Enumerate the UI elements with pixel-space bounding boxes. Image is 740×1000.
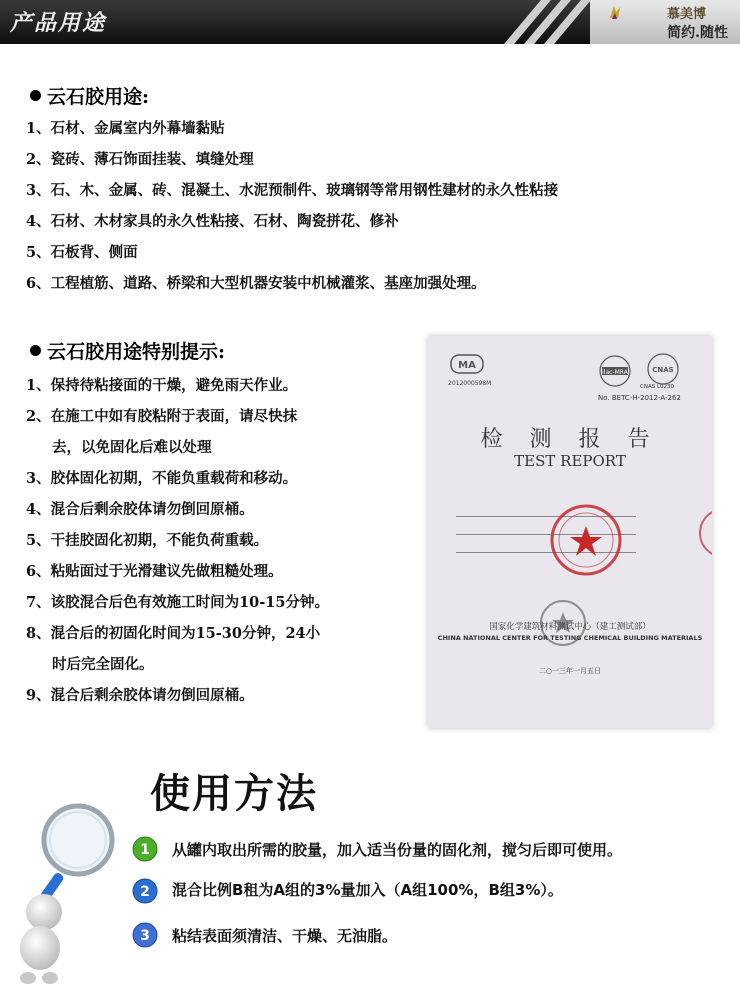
step-1-text: 从罐内取出所需的胶量，加入适当份量的固化剂，搅匀后即可使用。 <box>172 841 623 859</box>
report-title-cn: 检 测 报 告 <box>480 427 660 452</box>
step-2-text: 混合比例B租为A组的3%量加入（A组100%，B组3%）。 <box>172 881 563 899</box>
report-number: No. BETC-H-2012-A-262 <box>598 394 681 402</box>
list-item: 4、混合后剩余胶体请勿倒回原桶。 <box>26 501 254 518</box>
report-date: 二○一三年一月五日 <box>538 667 602 675</box>
list-item: 3、石、木、金属、砖、混凝土、水泥预制件、玻璃钢等常用钢性建材的永久性粘接 <box>26 182 559 199</box>
tips-list <box>26 370 329 711</box>
list-item: 1、石材、金属室内外幕墙黏贴 <box>26 120 225 137</box>
list-item: 7、该胶混合后色有效施工时间为10-15分钟。 <box>26 594 329 611</box>
uses-title: 云石胶用途: <box>30 82 149 109</box>
step-1-icon <box>132 836 158 862</box>
bullet-icon <box>30 345 41 356</box>
brand-box <box>590 0 740 44</box>
step-3-icon <box>132 922 158 948</box>
svg-text:MA: MA <box>458 360 476 371</box>
header-bar <box>0 0 740 44</box>
list-item: 3、胶体固化初期，不能负重载荷和移动。 <box>26 470 298 487</box>
uses-list <box>26 113 558 299</box>
test-report-photo <box>428 336 712 728</box>
ilac-mra-logo-icon <box>598 354 632 388</box>
step-1-number: 1 <box>140 842 150 858</box>
report-title-en: TEST REPORT <box>514 452 626 470</box>
magnifier-person-illustration <box>6 796 124 986</box>
cnas-code: CNAS L0230 <box>640 384 675 390</box>
partial-seal-stamp <box>696 506 712 560</box>
brand-name: 慕美博 <box>666 7 706 22</box>
svg-text:CNAS: CNAS <box>652 366 674 374</box>
brand-logo-icon <box>608 4 622 20</box>
list-item: 时后完全固化。 <box>52 656 154 673</box>
report-org-en: CHINA NATIONAL CENTER FOR TESTING CHEMICAL BUILDING MATERIALS <box>437 634 703 642</box>
bullet-icon <box>30 90 41 101</box>
tips-title: 云石胶用途特别提示: <box>30 337 225 364</box>
usage-title: 使用方法 <box>150 771 318 817</box>
list-item: 5、石板背、侧面 <box>26 244 138 261</box>
list-item: 6、粘贴面过于光滑建议先做粗糙处理。 <box>26 563 283 580</box>
list-item: 9、混合后剩余胶体请勿倒回原桶。 <box>26 687 254 704</box>
cma-code: 2012000598M <box>448 380 492 387</box>
header-title: 产品用途 <box>10 11 107 36</box>
list-item: 1、保持待粘接面的干燥，避免雨天作业。 <box>26 377 298 394</box>
list-item: 5、干挂胶固化初期，不能负荷重载。 <box>26 532 269 549</box>
step-2-icon <box>132 878 158 904</box>
list-item: 6、工程植筋、道路、桥梁和大型机器安装中机械灌浆、基座加强处理。 <box>26 275 486 292</box>
report-org-cn: 国家化学建筑材料测试中心（建工测试部） <box>489 622 651 632</box>
list-item: 去，以免固化后难以处理 <box>52 439 212 456</box>
list-item: 4、石材、木材家具的永久性粘接、石材、陶瓷拼花、修补 <box>26 213 399 230</box>
step-2-number: 2 <box>140 884 150 900</box>
red-seal-stamp <box>548 502 624 578</box>
svg-text:ilac-MRA: ilac-MRA <box>602 369 628 376</box>
brand-slogan: 简约.随性 <box>667 25 728 41</box>
list-item: 2、瓷砖、薄石饰面挂装、填缝处理 <box>26 151 254 168</box>
step-3-number: 3 <box>140 928 150 944</box>
list-item: 2、在施工中如有胶粘附于表面，请尽快抹 <box>26 408 298 425</box>
cma-logo-icon <box>450 354 484 374</box>
list-item: 8、混合后的初固化时间为15-30分钟，24小 <box>26 625 321 642</box>
step-3-text: 粘结表面须清洁、干燥、无油脂。 <box>172 927 398 945</box>
cnas-logo-icon <box>646 352 680 386</box>
